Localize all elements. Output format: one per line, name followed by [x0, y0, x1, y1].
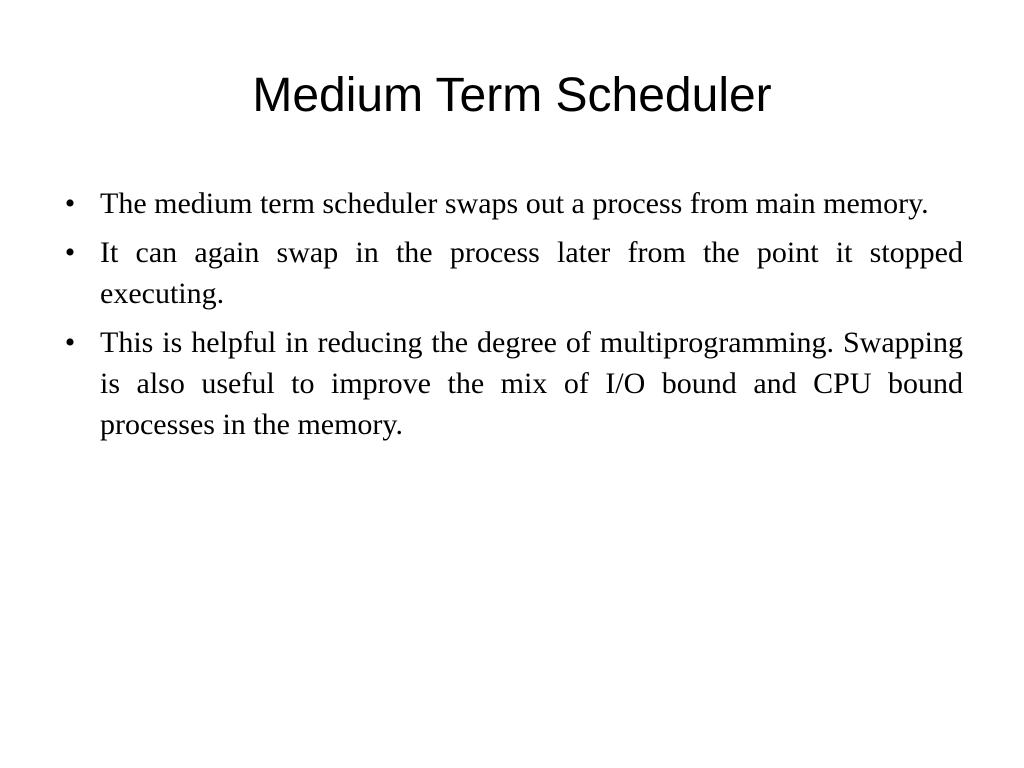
bullet-list [60, 183, 963, 453]
bullet-dot-icon: • [64, 326, 76, 359]
bullet-item [60, 232, 963, 314]
bullet-dot-icon: • [64, 187, 76, 220]
bullet-dot-icon: • [64, 236, 76, 269]
bullet-item [60, 183, 963, 224]
bullet-text: The medium term scheduler swaps out a process from main memory. [100, 187, 929, 220]
bullet-text: It can again swap in the process later from the point it stopped executing. [100, 236, 963, 310]
bullet-text: This is helpful in reducing the degree of multiprogramming. Swapping is also useful to improve the mix of I/O bound and CPU bound processes in the memory. [100, 326, 963, 441]
slide-title: Medium Term Scheduler [252, 69, 772, 122]
bullet-item [60, 322, 963, 445]
